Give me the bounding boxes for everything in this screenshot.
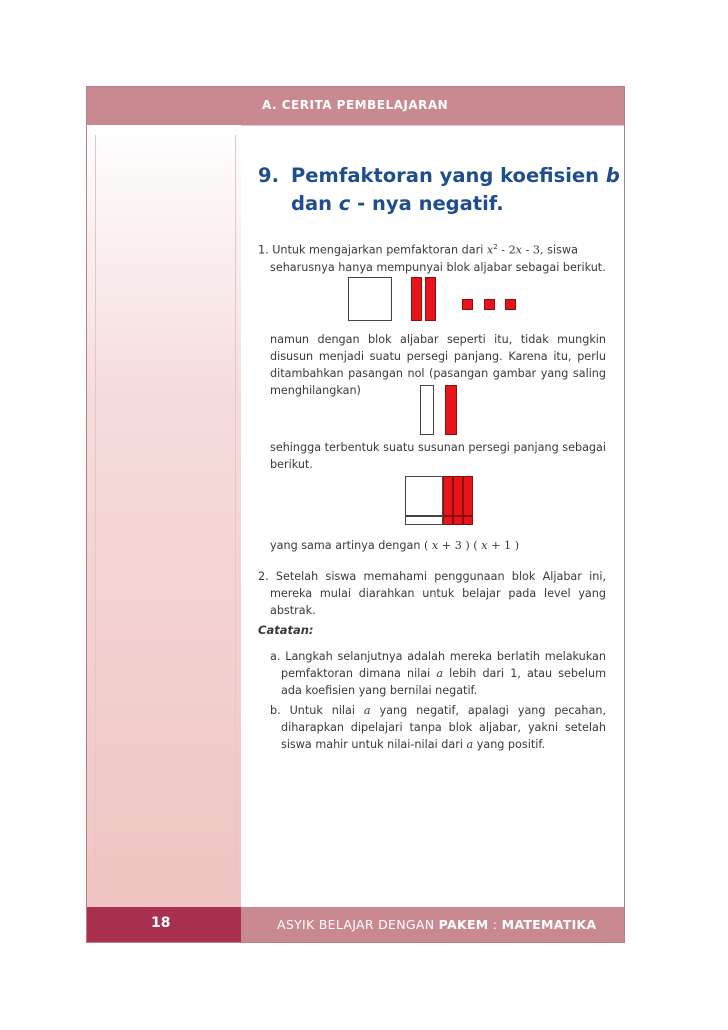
expr-x-2: x xyxy=(515,243,523,257)
note-b-text xyxy=(270,702,606,753)
block-negative-unit-2 xyxy=(484,299,495,310)
note-a xyxy=(270,648,606,699)
expr-x: x xyxy=(486,243,494,257)
heading-var-b: b xyxy=(605,164,620,187)
rect-positive-x-bottom xyxy=(405,516,443,525)
note-b-var-2: a xyxy=(466,738,474,751)
heading-var-c: c xyxy=(338,192,351,215)
factor-2-var: x xyxy=(481,539,488,552)
item-1-suffix: siswa xyxy=(543,243,578,257)
item-1-line-2: seharusnya hanya mempunyai blok aljabar sebagai berikut. xyxy=(270,260,606,274)
factor-1-open: ( xyxy=(423,539,432,552)
note-b-post: yang positif. xyxy=(473,738,545,751)
rect-negative-unit-1 xyxy=(443,516,453,525)
heading-number: 9. xyxy=(258,164,279,187)
note-a-text xyxy=(270,648,606,699)
factor-2-open: ( xyxy=(469,539,482,552)
content-divider xyxy=(241,125,624,126)
rect-negative-unit-2 xyxy=(453,516,463,525)
item-1 xyxy=(258,239,606,276)
block-positive-x xyxy=(420,385,434,435)
footer-plain: ASYIK BELAJAR DENGAN xyxy=(277,917,439,932)
page-number: 18 xyxy=(151,915,171,931)
heading-line-1 xyxy=(291,162,620,190)
expr-mid: - 2 xyxy=(497,243,516,257)
paragraph-rectangle: sehingga terbentuk suatu susunan persegi panjang sebagai berikut. xyxy=(270,441,606,471)
heading-line-1-text: Pemfaktoran yang koefisien xyxy=(291,164,606,187)
item-1-prefix: 1. Untuk mengajarkan pemfaktoran dari xyxy=(258,243,487,257)
block-negative-x-zero-pair xyxy=(445,385,457,435)
footer-bold-pakem: PAKEM xyxy=(438,917,489,932)
footer-separator: : xyxy=(488,917,502,932)
factor-1-var: x xyxy=(431,539,439,552)
factor-1-rest: + 3 ) xyxy=(438,539,470,552)
rect-x-squared xyxy=(405,476,443,516)
expr-exponent: 2 xyxy=(493,243,498,251)
paragraph-zero-pair: namun dengan blok aljabar seperti itu, tidak mungkin disusun menjadi suatu persegi panjang. Karena itu, perlu ditambahkan pasangan nol (pasangan gambar yang saling menghilangkan) xyxy=(270,333,606,397)
item-2-text: 2. Setelah siswa memahami penggunaan blok Aljabar ini, mereka mulai diarahkan untuk belajar pada level yang abstrak. xyxy=(258,570,606,617)
factor-2-rest: + 1 ) xyxy=(487,539,520,552)
item-2 xyxy=(258,568,606,619)
footer-title xyxy=(277,917,596,932)
block-negative-x-1 xyxy=(411,277,422,321)
block-x-squared xyxy=(348,277,392,321)
left-margin-panel xyxy=(95,135,236,905)
rect-negative-x-1 xyxy=(443,476,453,516)
heading-line-2-post: - nya negatif. xyxy=(350,192,504,215)
block-negative-x-2 xyxy=(425,277,436,321)
rect-negative-unit-3 xyxy=(463,516,473,525)
note-b-mid: yang negatif, apalagi yang pecahan, diharapkan dipelajari tanpa blok aljabar, yakni setelah siswa mahir untuk nilai-nilai dari xyxy=(281,704,606,751)
heading-line-2 xyxy=(291,190,504,218)
paragraph-factors xyxy=(270,537,606,554)
note-a-pre: a. Langkah selanjutnya adalah mereka berlatih melakukan pemfaktoran dimana nilai xyxy=(270,650,606,680)
note-b xyxy=(270,702,606,753)
notes-title: Catatan: xyxy=(258,623,314,637)
note-a-post: lebih dari 1, atau sebelum ada koefisien yang bernilai negatif. xyxy=(281,667,606,697)
heading-line-2-pre: dan xyxy=(291,192,339,215)
block-negative-unit-3 xyxy=(505,299,516,310)
block-negative-unit-1 xyxy=(462,299,473,310)
note-a-var: a xyxy=(436,667,444,680)
footer-bold-subject: MATEMATIKA xyxy=(501,917,597,932)
note-b-pre: b. Untuk nilai xyxy=(270,704,364,717)
note-b-var: a xyxy=(363,704,371,717)
section-label: A. CERITA PEMBELAJARAN xyxy=(262,98,449,112)
factors-prefix: yang sama artinya dengan xyxy=(270,539,424,552)
expr-end: - 3, xyxy=(522,243,544,257)
rect-negative-x-3 xyxy=(463,476,473,516)
rect-negative-x-2 xyxy=(453,476,463,516)
